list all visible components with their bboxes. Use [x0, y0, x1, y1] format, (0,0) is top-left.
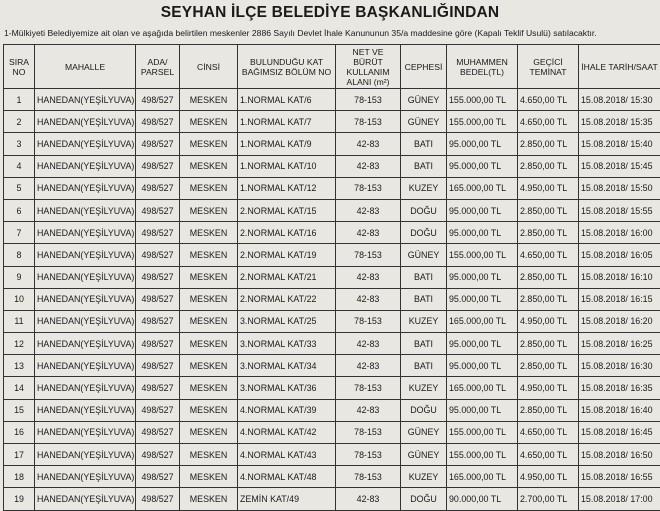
cell-cinsi: MESKEN [180, 266, 238, 288]
cell-ada-parsel: 498/527 [136, 244, 180, 266]
cell-teminat: 2.850,00 TL [518, 199, 579, 221]
cell-mahalle: HANEDAN(YEŞİLYUVA) [35, 133, 136, 155]
cell-kat: 4.NORMAL KAT/39 [238, 399, 336, 421]
cell-alan: 42-83 [336, 288, 401, 310]
cell-sira: 14 [4, 377, 35, 399]
cell-teminat: 4.650,00 TL [518, 89, 579, 111]
cell-cinsi: MESKEN [180, 133, 238, 155]
cell-alan: 78-153 [336, 444, 401, 466]
cell-teminat: 4.650,00 TL [518, 444, 579, 466]
cell-cephe: GÜNEY [401, 421, 447, 443]
cell-ada-parsel: 498/527 [136, 488, 180, 510]
col-header-mahalle: MAHALLE [35, 45, 136, 89]
cell-tarih: 15.08.2018/ 16:50 [579, 444, 660, 466]
cell-cephe: KUZEY [401, 377, 447, 399]
cell-ada-parsel: 498/527 [136, 288, 180, 310]
cell-mahalle: HANEDAN(YEŞİLYUVA) [35, 333, 136, 355]
table-row [4, 421, 660, 443]
cell-cinsi: MESKEN [180, 89, 238, 111]
cell-kat: 1.NORMAL KAT/12 [238, 177, 336, 199]
cell-cinsi: MESKEN [180, 244, 238, 266]
cell-teminat: 2.850,00 TL [518, 333, 579, 355]
cell-sira: 1 [4, 89, 35, 111]
cell-tarih: 15.08.2018/ 15:55 [579, 199, 660, 221]
cell-sira: 2 [4, 111, 35, 133]
cell-alan: 42-83 [336, 355, 401, 377]
cell-alan: 78-153 [336, 377, 401, 399]
cell-kat: 4.NORMAL KAT/48 [238, 466, 336, 488]
cell-teminat: 4.650,00 TL [518, 244, 579, 266]
cell-tarih: 15.08.2018/ 15:35 [579, 111, 660, 133]
cell-tarih: 15.08.2018/ 16:35 [579, 377, 660, 399]
table-row [4, 89, 660, 111]
cell-ada-parsel: 498/527 [136, 177, 180, 199]
cell-bedel: 155.000,00 TL [447, 421, 518, 443]
cell-teminat: 2.850,00 TL [518, 222, 579, 244]
col-header-tarih: İHALE TARİH/SAAT [579, 45, 660, 89]
col-header-alan: NET VE BÜRÜT KULLANIM ALANI (m²) [336, 45, 401, 89]
cell-ada-parsel: 498/527 [136, 421, 180, 443]
table-row [4, 266, 660, 288]
cell-kat: 3.NORMAL KAT/34 [238, 355, 336, 377]
cell-sira: 5 [4, 177, 35, 199]
cell-teminat: 4.950,00 TL [518, 177, 579, 199]
cell-teminat: 2.850,00 TL [518, 399, 579, 421]
cell-alan: 78-153 [336, 421, 401, 443]
cell-mahalle: HANEDAN(YEŞİLYUVA) [35, 421, 136, 443]
cell-cephe: BATI [401, 333, 447, 355]
cell-mahalle: HANEDAN(YEŞİLYUVA) [35, 355, 136, 377]
cell-alan: 78-153 [336, 466, 401, 488]
cell-kat: 1.NORMAL KAT/10 [238, 155, 336, 177]
cell-bedel: 95.000,00 TL [447, 355, 518, 377]
cell-sira: 7 [4, 222, 35, 244]
cell-cinsi: MESKEN [180, 333, 238, 355]
cell-teminat: 2.850,00 TL [518, 355, 579, 377]
cell-mahalle: HANEDAN(YEŞİLYUVA) [35, 488, 136, 510]
cell-sira: 3 [4, 133, 35, 155]
cell-bedel: 95.000,00 TL [447, 222, 518, 244]
cell-ada-parsel: 498/527 [136, 310, 180, 332]
cell-mahalle: HANEDAN(YEŞİLYUVA) [35, 111, 136, 133]
table-row [4, 133, 660, 155]
auction-table [3, 44, 660, 511]
cell-cinsi: MESKEN [180, 355, 238, 377]
cell-ada-parsel: 498/527 [136, 466, 180, 488]
cell-teminat: 4.950,00 TL [518, 377, 579, 399]
cell-cephe: GÜNEY [401, 444, 447, 466]
cell-cinsi: MESKEN [180, 466, 238, 488]
cell-cephe: GÜNEY [401, 89, 447, 111]
table-row [4, 355, 660, 377]
cell-sira: 6 [4, 199, 35, 221]
cell-cephe: KUZEY [401, 177, 447, 199]
cell-mahalle: HANEDAN(YEŞİLYUVA) [35, 222, 136, 244]
cell-ada-parsel: 498/527 [136, 199, 180, 221]
cell-bedel: 95.000,00 TL [447, 199, 518, 221]
table-row [4, 111, 660, 133]
cell-ada-parsel: 498/527 [136, 333, 180, 355]
cell-mahalle: HANEDAN(YEŞİLYUVA) [35, 399, 136, 421]
cell-cephe: DOĞU [401, 199, 447, 221]
notice-intro: 1-Mülkiyeti Belediyemize ait olan ve aşağıda belirtilen meskenler 2886 Sayılı Devlet İhale Kanununun 35/a maddesine göre (Kapalı Teklif Usulü) satılacaktır. [4, 28, 660, 38]
cell-alan: 42-83 [336, 399, 401, 421]
cell-tarih: 15.08.2018/ 15:30 [579, 89, 660, 111]
cell-cinsi: MESKEN [180, 310, 238, 332]
cell-teminat: 4.650,00 TL [518, 111, 579, 133]
table-header-row [4, 45, 660, 89]
cell-mahalle: HANEDAN(YEŞİLYUVA) [35, 155, 136, 177]
cell-alan: 78-153 [336, 111, 401, 133]
cell-alan: 42-83 [336, 133, 401, 155]
table-row [4, 310, 660, 332]
cell-kat: 3.NORMAL KAT/36 [238, 377, 336, 399]
cell-tarih: 15.08.2018/ 16:10 [579, 266, 660, 288]
cell-cephe: DOĞU [401, 222, 447, 244]
cell-teminat: 4.950,00 TL [518, 466, 579, 488]
cell-sira: 19 [4, 488, 35, 510]
cell-sira: 12 [4, 333, 35, 355]
col-header-ada-parsel: ADA/ PARSEL [136, 45, 180, 89]
cell-teminat: 2.850,00 TL [518, 133, 579, 155]
cell-bedel: 95.000,00 TL [447, 155, 518, 177]
cell-ada-parsel: 498/527 [136, 399, 180, 421]
cell-bedel: 95.000,00 TL [447, 133, 518, 155]
cell-kat: 2.NORMAL KAT/21 [238, 266, 336, 288]
cell-sira: 15 [4, 399, 35, 421]
cell-tarih: 15.08.2018/ 16:05 [579, 244, 660, 266]
table-row [4, 155, 660, 177]
notice-title: SEYHAN İLÇE BELEDİYE BAŞKANLIĞINDAN [0, 4, 660, 22]
cell-bedel: 165.000,00 TL [447, 310, 518, 332]
cell-cephe: BATI [401, 288, 447, 310]
cell-kat: 1.NORMAL KAT/7 [238, 111, 336, 133]
cell-bedel: 155.000,00 TL [447, 244, 518, 266]
cell-ada-parsel: 498/527 [136, 133, 180, 155]
table-row [4, 244, 660, 266]
cell-cephe: DOĞU [401, 399, 447, 421]
cell-kat: 3.NORMAL KAT/33 [238, 333, 336, 355]
cell-alan: 42-83 [336, 333, 401, 355]
cell-tarih: 15.08.2018/ 16:00 [579, 222, 660, 244]
cell-kat: 3.NORMAL KAT/25 [238, 310, 336, 332]
cell-ada-parsel: 498/527 [136, 377, 180, 399]
cell-kat: 2.NORMAL KAT/16 [238, 222, 336, 244]
cell-tarih: 15.08.2018/ 16:45 [579, 421, 660, 443]
col-header-cinsi: CİNSİ [180, 45, 238, 89]
table-row [4, 222, 660, 244]
cell-tarih: 15.08.2018/ 15:45 [579, 155, 660, 177]
cell-bedel: 155.000,00 TL [447, 89, 518, 111]
cell-sira: 13 [4, 355, 35, 377]
cell-tarih: 15.08.2018/ 16:40 [579, 399, 660, 421]
cell-tarih: 15.08.2018/ 15:40 [579, 133, 660, 155]
cell-kat: 4.NORMAL KAT/42 [238, 421, 336, 443]
col-header-kat: BULUNDUĞU KAT BAĞIMSIZ BÖLÜM NO [238, 45, 336, 89]
cell-cephe: BATI [401, 155, 447, 177]
cell-cinsi: MESKEN [180, 399, 238, 421]
cell-alan: 78-153 [336, 244, 401, 266]
cell-ada-parsel: 498/527 [136, 355, 180, 377]
cell-cinsi: MESKEN [180, 155, 238, 177]
cell-alan: 42-83 [336, 488, 401, 510]
cell-kat: ZEMİN KAT/49 [238, 488, 336, 510]
cell-sira: 10 [4, 288, 35, 310]
table-row [4, 444, 660, 466]
cell-cephe: DOĞU [401, 488, 447, 510]
cell-teminat: 4.650,00 TL [518, 421, 579, 443]
cell-tarih: 15.08.2018/ 16:30 [579, 355, 660, 377]
cell-alan: 78-153 [336, 310, 401, 332]
cell-cephe: GÜNEY [401, 244, 447, 266]
table-body [4, 89, 660, 511]
cell-bedel: 95.000,00 TL [447, 399, 518, 421]
cell-mahalle: HANEDAN(YEŞİLYUVA) [35, 466, 136, 488]
table-row [4, 466, 660, 488]
cell-cephe: KUZEY [401, 310, 447, 332]
cell-ada-parsel: 498/527 [136, 89, 180, 111]
cell-mahalle: HANEDAN(YEŞİLYUVA) [35, 288, 136, 310]
cell-mahalle: HANEDAN(YEŞİLYUVA) [35, 377, 136, 399]
cell-bedel: 90.000,00 TL [447, 488, 518, 510]
cell-bedel: 165.000,00 TL [447, 466, 518, 488]
cell-kat: 1.NORMAL KAT/9 [238, 133, 336, 155]
cell-cephe: GÜNEY [401, 111, 447, 133]
cell-cinsi: MESKEN [180, 111, 238, 133]
cell-kat: 2.NORMAL KAT/22 [238, 288, 336, 310]
cell-kat: 2.NORMAL KAT/15 [238, 199, 336, 221]
cell-mahalle: HANEDAN(YEŞİLYUVA) [35, 199, 136, 221]
cell-mahalle: HANEDAN(YEŞİLYUVA) [35, 444, 136, 466]
cell-tarih: 15.08.2018/ 16:55 [579, 466, 660, 488]
cell-tarih: 15.08.2018/ 16:15 [579, 288, 660, 310]
cell-tarih: 15.08.2018/ 15:50 [579, 177, 660, 199]
table-row [4, 199, 660, 221]
cell-ada-parsel: 498/527 [136, 222, 180, 244]
table-row [4, 399, 660, 421]
cell-alan: 42-83 [336, 266, 401, 288]
cell-alan: 42-83 [336, 222, 401, 244]
cell-alan: 42-83 [336, 155, 401, 177]
cell-bedel: 155.000,00 TL [447, 444, 518, 466]
cell-bedel: 95.000,00 TL [447, 333, 518, 355]
cell-bedel: 95.000,00 TL [447, 266, 518, 288]
cell-sira: 17 [4, 444, 35, 466]
cell-kat: 4.NORMAL KAT/43 [238, 444, 336, 466]
cell-cephe: BATI [401, 355, 447, 377]
cell-cinsi: MESKEN [180, 222, 238, 244]
cell-cinsi: MESKEN [180, 199, 238, 221]
table-row [4, 177, 660, 199]
cell-mahalle: HANEDAN(YEŞİLYUVA) [35, 310, 136, 332]
col-header-sira: SIRA NO [4, 45, 35, 89]
cell-sira: 9 [4, 266, 35, 288]
cell-bedel: 155.000,00 TL [447, 111, 518, 133]
cell-teminat: 2.700,00 TL [518, 488, 579, 510]
table-row [4, 488, 660, 510]
table-row [4, 377, 660, 399]
cell-cinsi: MESKEN [180, 444, 238, 466]
cell-teminat: 2.850,00 TL [518, 266, 579, 288]
cell-alan: 42-83 [336, 199, 401, 221]
cell-teminat: 2.850,00 TL [518, 155, 579, 177]
cell-sira: 4 [4, 155, 35, 177]
cell-tarih: 15.08.2018/ 17:00 [579, 488, 660, 510]
cell-cephe: KUZEY [401, 466, 447, 488]
cell-ada-parsel: 498/527 [136, 155, 180, 177]
cell-cinsi: MESKEN [180, 488, 238, 510]
cell-tarih: 15.08.2018/ 16:25 [579, 333, 660, 355]
cell-sira: 18 [4, 466, 35, 488]
cell-kat: 1.NORMAL KAT/6 [238, 89, 336, 111]
table-row [4, 333, 660, 355]
cell-cinsi: MESKEN [180, 377, 238, 399]
cell-cinsi: MESKEN [180, 177, 238, 199]
cell-bedel: 165.000,00 TL [447, 177, 518, 199]
cell-teminat: 2.850,00 TL [518, 288, 579, 310]
table-row [4, 288, 660, 310]
col-header-bedel: MUHAMMEN BEDEL(TL) [447, 45, 518, 89]
cell-mahalle: HANEDAN(YEŞİLYUVA) [35, 89, 136, 111]
cell-ada-parsel: 498/527 [136, 444, 180, 466]
cell-tarih: 15.08.2018/ 16:20 [579, 310, 660, 332]
cell-alan: 78-153 [336, 89, 401, 111]
cell-ada-parsel: 498/527 [136, 111, 180, 133]
cell-alan: 78-153 [336, 177, 401, 199]
cell-mahalle: HANEDAN(YEŞİLYUVA) [35, 266, 136, 288]
col-header-cephe: CEPHESİ [401, 45, 447, 89]
cell-cephe: BATI [401, 133, 447, 155]
cell-cinsi: MESKEN [180, 288, 238, 310]
cell-cinsi: MESKEN [180, 421, 238, 443]
cell-sira: 8 [4, 244, 35, 266]
cell-mahalle: HANEDAN(YEŞİLYUVA) [35, 177, 136, 199]
col-header-teminat: GEÇİCİ TEMİNAT [518, 45, 579, 89]
cell-sira: 16 [4, 421, 35, 443]
cell-ada-parsel: 498/527 [136, 266, 180, 288]
cell-bedel: 95.000,00 TL [447, 288, 518, 310]
cell-bedel: 165.000,00 TL [447, 377, 518, 399]
cell-cephe: BATI [401, 266, 447, 288]
cell-sira: 11 [4, 310, 35, 332]
cell-kat: 2.NORMAL KAT/19 [238, 244, 336, 266]
cell-teminat: 4.950,00 TL [518, 310, 579, 332]
cell-mahalle: HANEDAN(YEŞİLYUVA) [35, 244, 136, 266]
